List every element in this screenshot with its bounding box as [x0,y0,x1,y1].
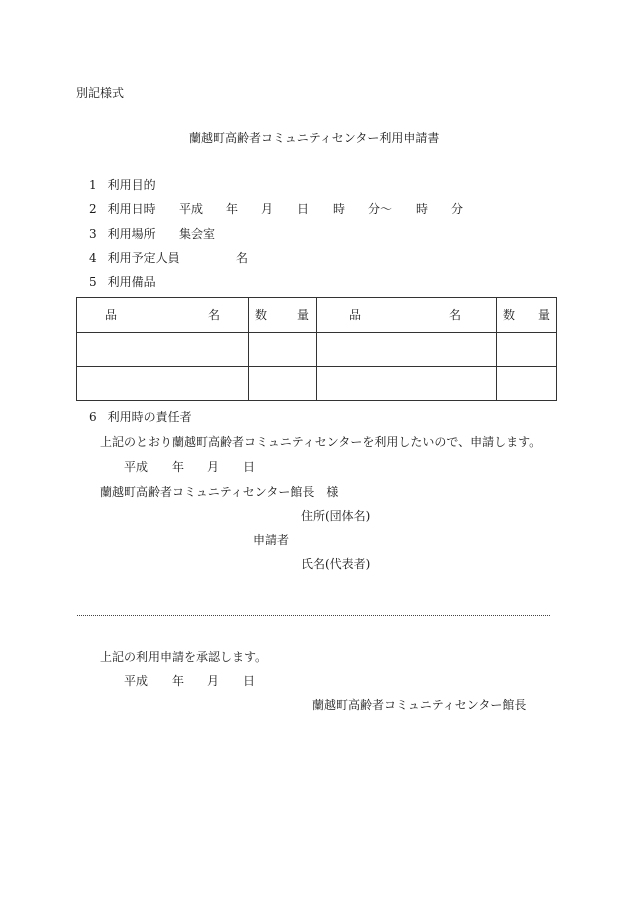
quantity-cell[interactable] [249,333,317,367]
item-number: 1 [89,178,97,192]
addressee: 蘭越町高齢者コミュニティセンター館長 様 [100,485,339,499]
item-place [89,228,156,240]
table-row [77,367,557,401]
quantity-cell[interactable] [249,367,317,401]
item-people [89,252,180,264]
header-item-name-1 [77,298,249,333]
approval-date-year: 年 [172,674,185,688]
datetime-minute-end: 分 [451,202,464,216]
item-equipment [89,276,156,288]
cut-line-divider [77,615,550,616]
approval-statement: 上記の利用申請を承認します。 [100,650,268,664]
applicant-label: 申請者 [253,533,290,547]
item-label: 利用予定人員 [107,251,180,265]
application-date-day: 日 [243,460,256,474]
datetime-era: 平成 [179,202,204,216]
item-number: 4 [89,251,97,265]
name-label: 氏名(代表者) [301,557,371,571]
header-char: 品 [349,308,362,322]
place-value: 集会室 [179,227,216,241]
table-header-row [77,298,557,333]
datetime-day: 日 [297,202,310,216]
datetime-hour-end: 時 [416,202,429,216]
item-datetime [89,203,156,215]
header-item-name-2 [317,298,497,333]
item-name-cell[interactable] [317,367,497,401]
datetime-year: 年 [226,202,239,216]
header-char: 数 [503,308,516,322]
quantity-cell[interactable] [497,367,557,401]
item-number: 6 [89,410,97,424]
item-label: 利用日時 [107,202,156,216]
header-char: 量 [296,308,309,322]
header-char: 量 [537,308,550,322]
item-label: 利用備品 [107,275,156,289]
item-name-cell[interactable] [77,333,249,367]
people-unit: 名 [236,251,249,265]
application-date-year: 年 [172,460,185,474]
item-number: 5 [89,275,97,289]
application-date-era: 平成 [124,460,149,474]
address-label: 住所(団体名) [301,509,371,523]
item-number: 2 [89,202,97,216]
approval-date-month: 月 [207,674,220,688]
approval-signer: 蘭越町高齢者コミュニティセンター館長 [312,698,527,712]
item-name-cell[interactable] [77,367,249,401]
datetime-month: 月 [261,202,274,216]
item-label: 利用時の責任者 [107,410,192,424]
header-char: 名 [207,308,220,322]
equipment-table [76,297,557,401]
header-quantity-1 [249,298,317,333]
header-quantity-2 [497,298,557,333]
item-label: 利用場所 [107,227,156,241]
header-char: 名 [448,308,461,322]
item-name-cell[interactable] [317,333,497,367]
item-label: 利用目的 [107,178,156,192]
item-number: 3 [89,227,97,241]
datetime-minute-to: 分〜 [368,202,393,216]
header-char: 数 [255,308,268,322]
form-label: 別記様式 [76,86,125,100]
page-title: 蘭越町高齢者コミュニティセンター利用申請書 [189,131,440,145]
table-row [77,333,557,367]
datetime-hour: 時 [333,202,346,216]
application-date-month: 月 [207,460,220,474]
quantity-cell[interactable] [497,333,557,367]
application-statement: 上記のとおり蘭越町高齢者コミュニティセンターを利用したいので、申請します。 [100,435,542,449]
approval-date-era: 平成 [124,674,149,688]
header-char: 品 [105,308,118,322]
approval-date-day: 日 [243,674,256,688]
item-purpose [89,179,156,191]
item-responsible [89,411,192,423]
